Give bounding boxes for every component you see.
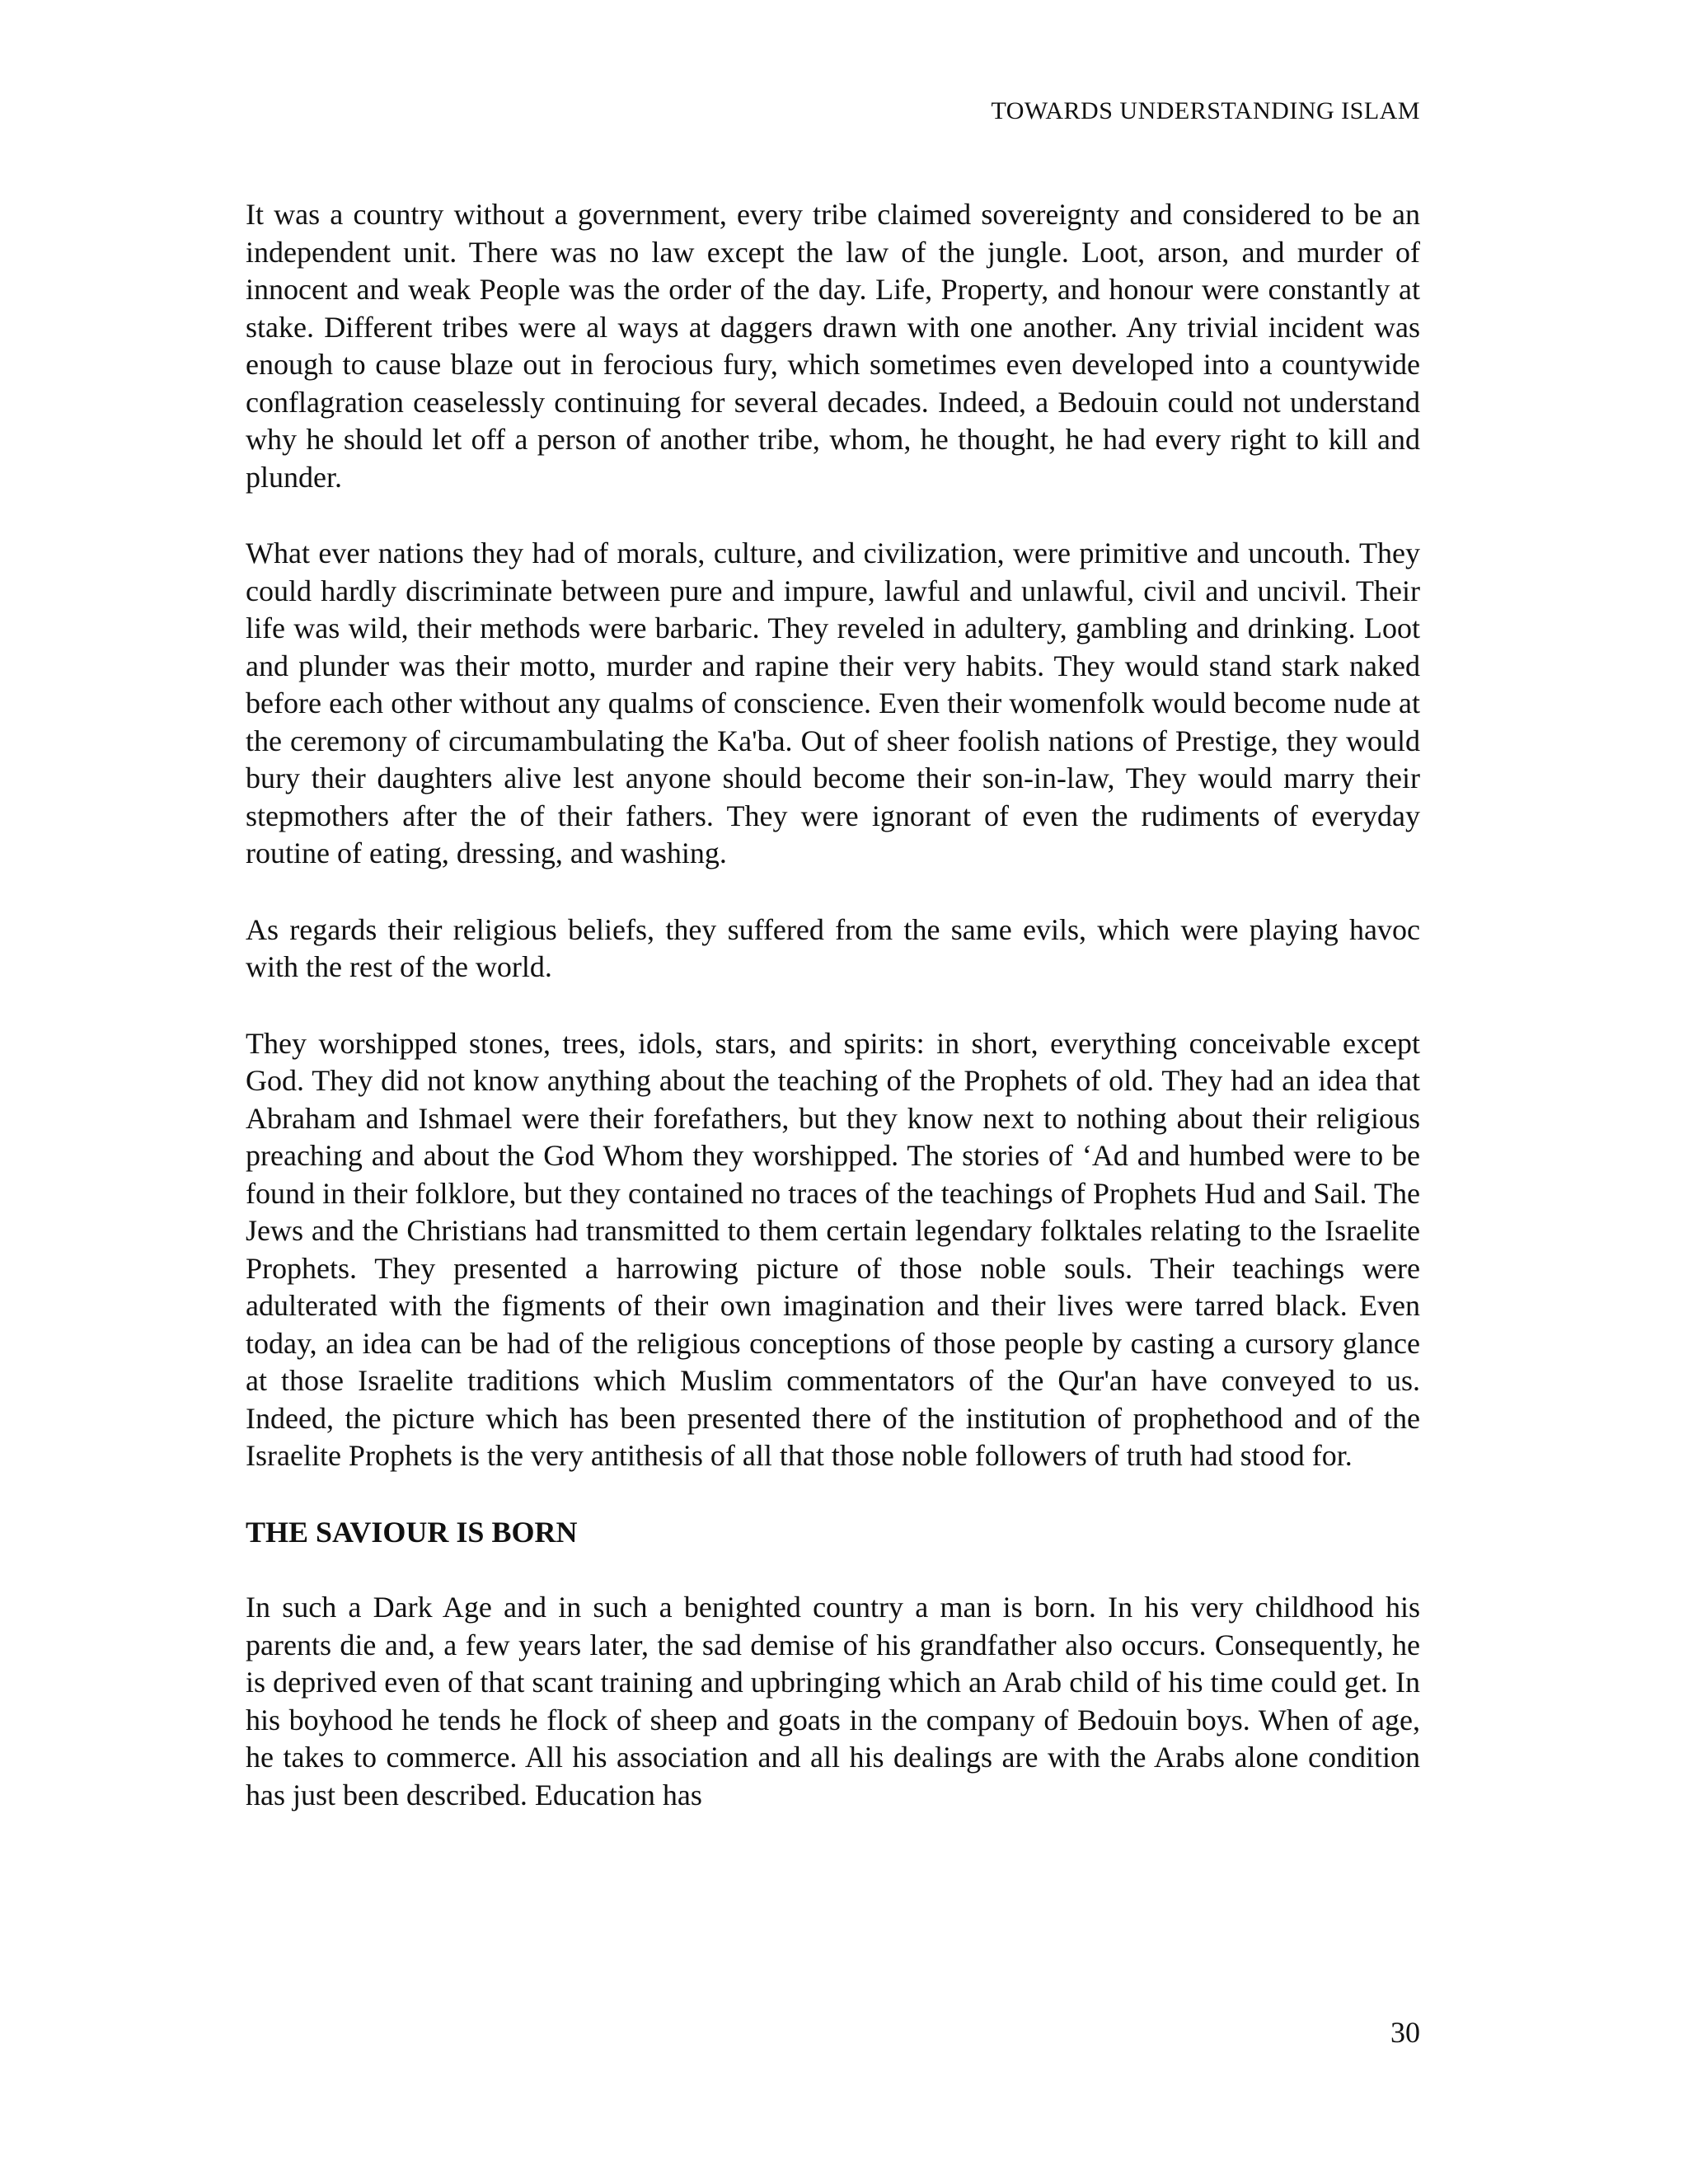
paragraph-worshipped-stones: They worshipped stones, trees, idols, stars, and spirits: in short, everything conceivable except God. They did not know anything about the teaching of the Prophets of old. They had an idea that Abraham and Ishmael were their forefathers, but they know next to nothing about their religious preaching and about the God Whom they worshipped. The stories of ‘Ad and humbed were to be found in their folklore, but they contained no traces of the teachings of Prophets Hud and Sail. The Jews and the Christians had transmitted to them certain legendary folktales relating to the Israelite Prophets. They presented a harrowing picture of those noble souls. Their teachings were adulterated with the figments of their own imagination and their lives were tarred black. Even today, an idea can be had of the religious conceptions of those people by casting a cursory glance at those Israelite traditions which Muslim commentators of the Qur'an have conveyed to us. Indeed, the picture which has been presented there of the institution of prophethood and of the Israelite Prophets is the very antithesis of all that those noble followers of truth had stood for. — [246, 1026, 1420, 1472]
running-header: TOWARDS UNDERSTANDING ISLAM — [991, 97, 1420, 124]
page-number: 30 — [1390, 2016, 1420, 2049]
page-body — [246, 196, 1420, 1853]
section-heading: THE SAVIOUR IS BORN — [246, 1515, 578, 1549]
paragraph-morals-culture: What ever nations they had of morals, culture, and civilization, were primitive and uncouth. They could hardly discriminate between pure and impure, lawful and unlawful, civil and uncivil. Their life was wild, their methods were barbaric. They reveled in adultery, gambling and drinking. Loot and plunder was their motto, murder and rapine their very habits. They would stand stark naked before each other without any qualms of conscience. Even their womenfolk would become nude at the ceremony of circumambulating the Ka'ba. Out of sheer foolish nations of Prestige, they would bury their daughters alive lest anyone should become their son-in-law, They would marry their stepmothers after the of their fathers. They were ignorant of even the rudiments of everyday routine of eating, dressing, and washing. — [246, 537, 1420, 869]
paragraph-country-without-government: It was a country without a government, every tribe claimed sovereignty and considered to be an independent unit. There was no law except the law of the jungle. Loot, arson, and murder of innocent and weak People was the order of the day. Life, Property, and honour were constantly at stake. Different tribes were al ways at daggers drawn with one another. Any trivial incident was enough to cause blaze out in ferocious fury, which sometimes even developed into a countywide conflagration ceaselessly continuing for several decades. Indeed, a Bedouin could not understand why he should let off a person of another tribe, whom, he thought, he had every right to kill and plunder. — [246, 198, 1420, 494]
paragraph-saviour-born: In such a Dark Age and in such a benighted country a man is born. In his very childhood his parents die and, a few years later, the sad demise of his grandfather also occurs. Consequently, he is deprived even of that scant training and upbringing which an Arab child of his time could get. In his boyhood he tends he flock of sheep and goats in the company of Bedouin boys. When of age, he takes to commerce. All his association and all his dealings are with the Arabs alone condition has just been described. Education has — [246, 1591, 1420, 1811]
paragraph-religious-beliefs: As regards their religious beliefs, they suffered from the same evils, which were playing havoc with the rest of the world. — [246, 912, 1420, 983]
